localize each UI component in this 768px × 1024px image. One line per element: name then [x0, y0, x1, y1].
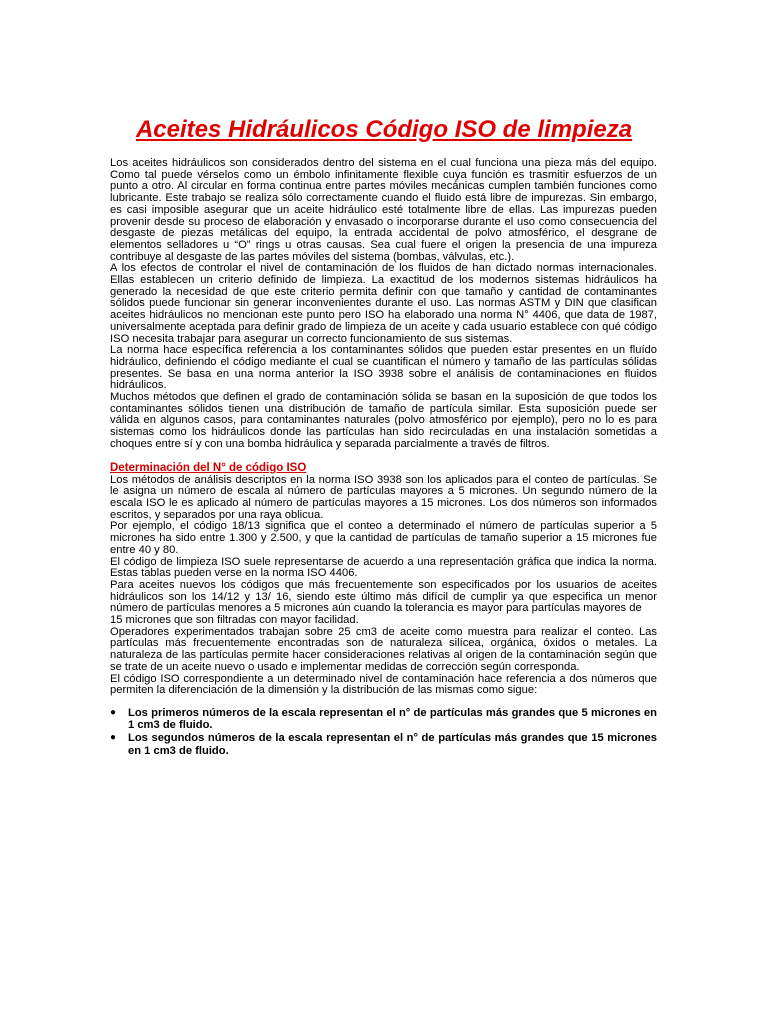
- list-item-text: Los primeros números de la escala representan el n° de partículas más grandes que 5 micrones en 1 cm3 de fluido.: [128, 706, 657, 732]
- paragraph: A los efectos de controlar el nivel de contaminación de los fluidos de han dictado normas internacionales. Ellas establecen un criterio definido de limpieza. La exactitud de los modernos sistemas hidráulicos ha generado la necesidad de que este criterio permita definir con que tamaño y cantidad de contaminantes sólidos puede funcionar sin generar inconvenientes durante el uso. Las normas ASTM y DIN que clasifican aceites hidráulicos no mencionan este punto pero ISO ha elaborado una norma N° 4406, que data de 1987, universalmente aceptada para definir grado de limpieza de un aceite y cada usuario establece con qué código ISO necesita trabajar para asegurar un correcto funcionamiento de sus sistemas.: [110, 262, 657, 345]
- paragraph: El código de limpieza ISO suele representarse de acuerdo a una representación gráfica que indica la norma. Estas tablas pueden verse en la norma ISO 4406.: [110, 555, 657, 580]
- paragraph: Los métodos de análisis descriptos en la norma ISO 3938 son los aplicados para el conteo de partículas. Se le asigna un número de escala al número de partículas mayores a 5 micrones. Un segundo número de la escala ISO le es aplicado al número de partículas mayores a 15 micrones. Los dos números son informados escritos, y separados por una raya oblicua.: [110, 473, 657, 521]
- list-item-text: Los segundos números de la escala representan el n° de partículas más grandes que 15 micrones en 1 cm3 de fluido.: [128, 732, 657, 757]
- paragraph: Operadores experimentados trabajan sobre 25 cm3 de aceite como muestra para realizar el conteo. Las partículas más frecuentemente encontradas son de naturaleza silícea, orgánica, óxidos o metales. La naturaleza de las partículas permite hacer consideraciones relativas al origen de la contaminación según que se trate de un aceite nuevo o usado e implementar medidas de corrección según corresponda.: [110, 625, 657, 673]
- paragraph: Por ejemplo, el código 18/13 significa que el conteo a determinado el número de partículas superior a 5 micrones ha sido entre 1.300 y 2.500, y que la cantidad de partículas de tamaño superior a 15 micrones fue entre 40 y 80.: [110, 520, 657, 556]
- paragraph: 15 micrones que son filtradas con mayor facilidad.: [110, 614, 359, 627]
- bullet-list: [110, 707, 657, 757]
- paragraph: Los aceites hidráulicos son considerados dentro del sistema en el cual funciona una pieza más del equipo. Como tal puede vérselos como un émbolo infinitamente flexible cuya función es trasmitir esfuerzos de un punto a otro. Al circular en forma continua entre partes móviles mecánicas cumplen también funciones como lubricante. Este trabajo se realiza sólo correctamente cuando el fluido está libre de impurezas. Sin embargo, es casi imposible asegurar que un aceite hidráulico esté totalmente libre de ellas. Las impurezas pueden provenir desde su proceso de elaboración y envasado o incorporarse durante el uso como consecuencia del desgaste de piezas metálicas del equipo, la entrada accidental de polvo atmosférico, el desgrane de elementos selladores u “O” rings u otras causas. Sea cual fuere el origen la presencia de una impureza contribuye al desgaste de las partes móviles del sistema (bombas, válvulas, etc.).: [110, 157, 657, 263]
- bullet-icon: ●: [110, 732, 117, 744]
- paragraph: El código ISO correspondiente a un determinado nivel de contaminación hace referencia a dos números que permiten la diferenciación de la dimensión y la distribución de las mismas como sigue:: [110, 672, 657, 697]
- paragraph: La norma hace específica referencia a los contaminantes sólidos que pueden estar presentes en un fluído hidráulico, definiendo el código mediante el cual se cuantifican el número y tamaño de las partículas sólidas presentes. Se basa en una norma anterior la ISO 3938 sobre el análisis de contaminaciones en fluidos hidráulicos.: [110, 344, 657, 392]
- bullet-icon: ●: [110, 706, 117, 718]
- paragraph: Muchos métodos que definen el grado de contaminación sólida se basan en la suposición de que todos los contaminantes sólidos tienen una distribución de tamaño de partícula similar. Esta suposición puede ser válida en algunos casos, para contaminantes naturales (polvo atmosférico por ejemplo), pero no lo es para sistemas como los hidráulicos donde las partículas han sido recirculadas en una instalación sometidas a choques entre sí y con una bomba hidráulica y separada parcialmente a través de filtros.: [110, 391, 657, 450]
- paragraph: Para aceites nuevos los códigos que más frecuentemente son especificados por los usuarios de aceites hidráulicos son los 14/12 y 13/ 16, siendo este último más difícil de cumplir ya que especifica un menor número de partículas menores a 5 micrones aún cuando la tolerancia es mayor para partículas mayores de: [110, 578, 657, 615]
- list-item: [110, 732, 657, 756]
- list-item: [110, 707, 657, 731]
- section-heading: Determinación del N° de código ISO: [110, 461, 307, 474]
- document-body: [110, 158, 657, 758]
- page-title: Aceites Hidráulicos Código ISO de limpieza: [135, 116, 633, 143]
